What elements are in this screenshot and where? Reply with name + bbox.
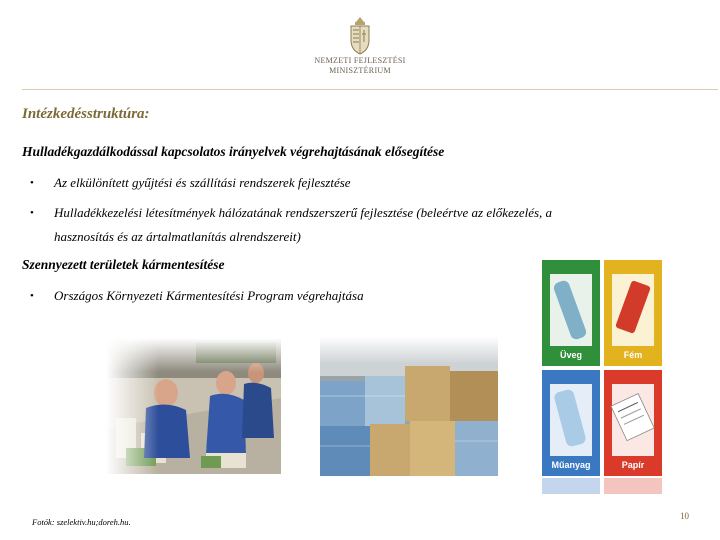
heading-waste-management: Hulladékgazdálkodással kapcsolatos irányelvek végrehajtásának elősegítése	[22, 144, 445, 159]
bullet-text: hasznosítás és az ártalmatlanítás alrendszereit)	[54, 229, 301, 244]
header-divider	[22, 89, 718, 90]
bullet-dot: •	[30, 177, 34, 189]
section-title: Intézkedésstruktúra:	[22, 106, 150, 122]
bullet-text: Hulladékkezelési létesítmények hálózatának rendszerszerű fejlesztése (beleértve az előkezelés, a	[54, 205, 553, 220]
bullet-text: Országos Környezeti Kármentesítési Program végrehajtása	[54, 288, 364, 303]
photo-recycling-bins	[540, 258, 666, 494]
bullet-dot: •	[30, 290, 34, 302]
bullet-text: Az elkülönített gyűjtési és szállítási rendszerek fejlesztése	[54, 175, 351, 190]
photo-caption: Fotók: szelektiv.hu;doreh.hu.	[32, 517, 131, 527]
bin-label-paper: Papír	[621, 460, 645, 470]
bullet-dot: •	[30, 207, 34, 219]
ministry-logo	[306, 16, 414, 76]
heading-remediation: Szennyezett területek kármentesítése	[22, 257, 225, 272]
bin-label-metal: Fém	[623, 350, 643, 360]
logo-text-line2: MINISZTÉRIUM	[329, 66, 391, 75]
coat-of-arms-icon	[347, 16, 373, 56]
logo-text-line1: NEMZETI FEJLESZTÉSI	[314, 56, 406, 65]
photo-baled-waste	[320, 336, 498, 476]
page-number: 10	[680, 511, 689, 521]
photo-sorting-workers	[106, 338, 281, 474]
bin-label-glass: Üveg	[559, 350, 582, 360]
bin-label-plastic: Műanyag	[551, 460, 591, 470]
